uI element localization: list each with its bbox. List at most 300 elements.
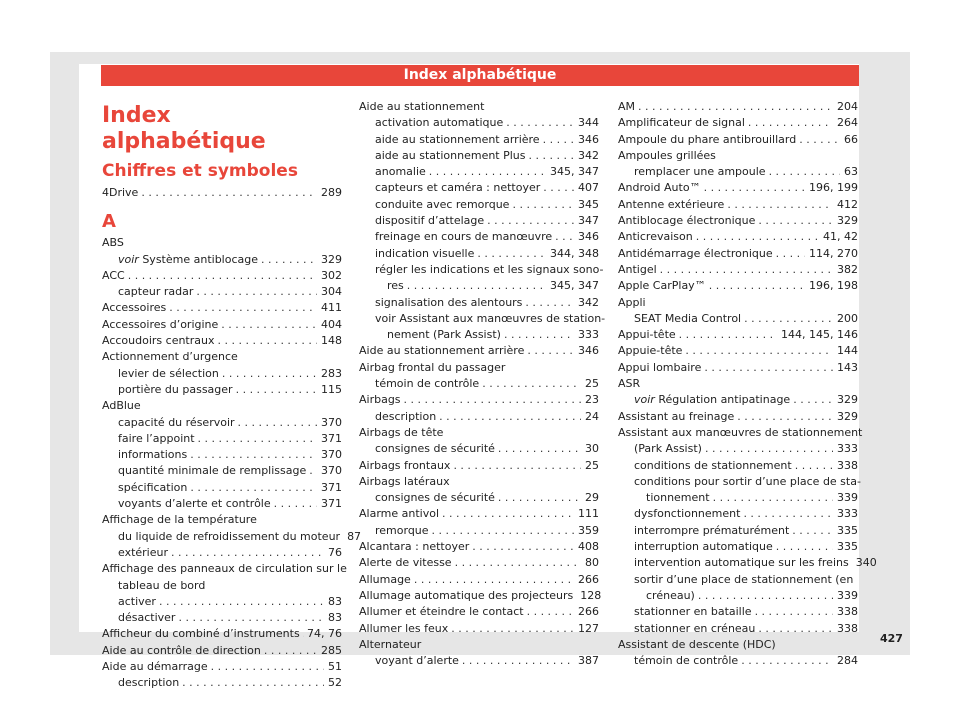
entry-label	[618, 99, 635, 115]
entry-text: tableau de bord	[118, 578, 206, 592]
entry-page: 345, 347	[550, 279, 599, 293]
entry-text: Aide au stationnement arrière	[359, 344, 525, 358]
header-bar: Index alphabétique	[101, 65, 859, 86]
dot-leader	[799, 132, 840, 148]
entry-text: ABS	[102, 236, 124, 250]
entry-label	[359, 572, 411, 588]
entry-text: Antiblocage électronique	[618, 214, 756, 228]
entry-page: 339	[837, 588, 858, 602]
index-entry	[359, 637, 599, 653]
index-entry	[618, 311, 858, 327]
entry-label	[118, 545, 168, 561]
entry-text: capacité du réservoir	[118, 415, 235, 429]
dot-leader	[190, 447, 317, 463]
entry-label	[618, 115, 745, 131]
entry-page: 411	[321, 301, 342, 315]
entry-text: stationner en bataille	[634, 605, 752, 619]
entry-text: Actionnement d’urgence	[102, 350, 238, 364]
entry-label	[102, 268, 125, 284]
index-entry	[359, 164, 599, 180]
entry-page: 83	[328, 594, 342, 608]
entry-page: 128	[580, 588, 602, 602]
entry-text: capteur radar	[118, 285, 194, 299]
entry-page: 408	[578, 540, 599, 554]
entry-text: Afficheur du combiné d’instruments	[102, 627, 300, 641]
index-entry	[618, 164, 858, 180]
entry-label	[375, 490, 495, 506]
entry-label	[634, 441, 702, 457]
entry-text: voyants d’alerte et contrôle	[118, 497, 271, 511]
entry-label	[634, 653, 738, 669]
dot-leader	[178, 610, 324, 626]
dot-leader	[169, 300, 317, 316]
entry-text: Affichage des panneaux de circulation sur le	[102, 562, 347, 576]
index-column-3	[618, 99, 877, 669]
entry-page: 359	[578, 523, 599, 537]
index-entry	[359, 621, 599, 637]
entry-page: 76	[328, 545, 342, 559]
entry-label	[359, 343, 524, 359]
entry-label	[359, 555, 452, 571]
entry-page: 52	[328, 676, 342, 690]
entry-page: 41, 42	[823, 230, 858, 244]
index-entry	[618, 132, 858, 148]
entry-label	[646, 490, 710, 506]
entry-text: Airbags latéraux	[359, 474, 450, 488]
entry-label	[375, 213, 484, 229]
dot-leader	[218, 333, 318, 349]
dot-leader	[555, 229, 574, 245]
dot-leader	[776, 539, 833, 555]
entry-text: 4Drive	[102, 186, 139, 199]
index-entry	[618, 360, 858, 376]
entry-text: nement (Park Assist)	[387, 328, 501, 342]
entry-label	[375, 295, 522, 311]
entry-page: 196, 199	[809, 181, 858, 195]
entry-page: 266	[578, 605, 599, 619]
entry-text: Airbags de tête	[359, 425, 444, 439]
entry-text: remplacer une ampoule	[634, 165, 766, 179]
index-entry	[618, 555, 877, 571]
dot-leader	[264, 643, 317, 659]
see-reference: voir	[118, 252, 139, 266]
entry-page: 345	[578, 197, 599, 211]
entry-text: anomalie	[375, 165, 426, 179]
index-entry	[102, 480, 342, 496]
entry-text: description	[118, 676, 180, 690]
entry-label	[375, 409, 436, 425]
entry-page: 283	[321, 366, 342, 380]
entry-label	[118, 415, 235, 431]
dot-leader	[198, 431, 317, 447]
entry-text: dispositif d’attelage	[375, 214, 485, 228]
entry-text: portière du passager	[118, 382, 233, 396]
dot-leader	[743, 506, 833, 522]
dot-leader	[506, 115, 574, 131]
entry-text: Assistant de descente (HDC)	[618, 637, 776, 651]
entry-label	[375, 653, 459, 669]
entry-page: 284	[837, 654, 858, 668]
entry-label	[618, 213, 755, 229]
index-entry	[102, 317, 342, 333]
index-entry	[102, 675, 342, 691]
entry-text: AM	[618, 100, 636, 113]
dot-leader	[727, 197, 833, 213]
index-entry	[618, 99, 858, 115]
entry-text: indication visuelle	[375, 246, 475, 260]
dot-leader	[685, 343, 833, 359]
entry-text: sortir d’une place de stationnement (en	[634, 572, 854, 586]
dot-leader	[795, 458, 833, 474]
entry-page: 346	[578, 132, 599, 146]
dot-leader	[236, 382, 317, 398]
index-entry	[618, 572, 858, 588]
entry-text: interruption automatique	[634, 540, 773, 554]
dot-leader	[793, 392, 833, 408]
entry-page: 407	[578, 181, 599, 195]
entry-label	[634, 392, 790, 408]
index-entry	[618, 115, 858, 131]
entry-text: faire l’appoint	[118, 431, 195, 445]
dot-leader	[141, 185, 317, 201]
entry-text: ACC	[102, 268, 125, 282]
entry-text: Alternateur	[359, 637, 422, 651]
entry-text: Appli	[618, 295, 646, 309]
entry-page: 87	[347, 529, 362, 543]
dot-leader	[477, 246, 546, 262]
dot-leader	[261, 252, 317, 268]
index-entry	[618, 474, 861, 490]
dot-leader	[758, 213, 833, 229]
index-entry	[102, 252, 342, 268]
entry-text: désactiver	[118, 611, 176, 625]
entry-page: 24	[585, 409, 599, 423]
entry-label	[634, 539, 773, 555]
entry-label	[618, 327, 676, 343]
entry-text: Assistant aux manœuvres de stationnement	[618, 425, 863, 439]
index-entry	[359, 229, 599, 245]
dot-leader	[190, 480, 317, 496]
index-entry	[102, 578, 342, 594]
index-entry	[102, 496, 342, 512]
index-entry	[618, 246, 858, 262]
index-entry	[359, 409, 599, 425]
entry-label	[618, 278, 706, 294]
index-entry	[618, 458, 858, 474]
dot-leader	[543, 132, 574, 148]
entry-page: 264	[837, 116, 858, 130]
index-entry	[102, 643, 342, 659]
dot-leader	[698, 588, 833, 604]
entry-label	[375, 164, 426, 180]
entry-label	[646, 588, 695, 604]
entry-text: Appui-tête	[618, 328, 676, 342]
entry-page: 371	[321, 431, 342, 445]
dot-leader	[792, 523, 833, 539]
entry-text: conduite avec remorque	[375, 197, 510, 211]
entry-text: Antigel	[618, 262, 657, 276]
entry-text: informations	[118, 448, 188, 462]
dot-leader	[159, 594, 324, 610]
dot-leader	[128, 268, 317, 284]
dot-leader	[769, 164, 840, 180]
entry-text: aide au stationnement arrière	[375, 132, 540, 146]
entry-label	[359, 604, 524, 620]
index-entry	[618, 327, 858, 343]
index-entry	[102, 561, 347, 577]
dot-leader	[453, 458, 581, 474]
entry-text: Airbag frontal du passager	[359, 360, 506, 374]
entry-page: 335	[837, 523, 858, 537]
dot-leader	[704, 360, 833, 376]
index-entry	[359, 653, 599, 669]
index-entry	[102, 431, 342, 447]
entry-text: Airbags frontaux	[359, 458, 451, 472]
page-number: 427	[880, 632, 903, 645]
entry-label	[634, 164, 766, 180]
entry-page: 347	[578, 214, 599, 228]
dot-leader	[741, 653, 833, 669]
entry-page: 371	[321, 497, 342, 511]
index-entry	[618, 653, 858, 669]
entry-text: (Park Assist)	[634, 442, 702, 456]
entry-page: 333	[578, 328, 599, 342]
dot-leader	[744, 311, 833, 327]
dot-leader	[498, 490, 581, 506]
entry-page: 66	[844, 132, 858, 146]
entry-text: description	[375, 409, 437, 423]
index-entry	[359, 555, 599, 571]
index-entry	[102, 626, 342, 642]
entry-page: 25	[585, 458, 599, 472]
dot-leader	[758, 621, 833, 637]
entry-page: 25	[585, 377, 599, 391]
entry-label	[634, 506, 740, 522]
entry-label	[618, 132, 796, 148]
entry-text: levier de sélection	[118, 366, 219, 380]
entry-page: 111	[578, 507, 599, 521]
entry-page: 346	[578, 344, 599, 358]
entry-text: Appuie-tête	[618, 344, 683, 358]
entry-text: du liquide de refroidissement du moteur	[118, 529, 341, 543]
entry-text: Android Auto™	[618, 181, 701, 195]
entry-page: 144, 145, 146	[781, 328, 858, 342]
entry-page: 115	[321, 382, 342, 396]
index-column-2	[359, 99, 606, 669]
entry-page: 382	[837, 262, 858, 276]
index-entry	[618, 229, 858, 245]
entry-label	[634, 555, 849, 571]
dot-leader	[638, 99, 833, 115]
entry-text: Système antiblocage	[142, 252, 258, 266]
entry-text: extérieur	[118, 545, 169, 559]
entry-label	[359, 539, 469, 555]
entry-text: régler les indications et les signaux sono-	[375, 262, 604, 276]
index-entry	[618, 278, 858, 294]
entry-label	[118, 382, 233, 398]
index-entry	[359, 213, 599, 229]
entry-text: Accessoires	[102, 301, 167, 315]
entry-text: Aide au contrôle de direction	[102, 643, 261, 657]
index-entry	[359, 180, 599, 196]
index-entry	[359, 115, 599, 131]
dot-leader	[527, 604, 574, 620]
dot-leader	[737, 409, 833, 425]
entry-label	[618, 262, 657, 278]
entry-page: 404	[321, 317, 342, 331]
dot-leader	[525, 295, 574, 311]
entry-label	[359, 392, 401, 408]
index-entry	[359, 197, 599, 213]
entry-text: SEAT Media Control	[634, 311, 742, 325]
entry-text: dysfonctionnement	[634, 507, 741, 521]
dot-leader	[755, 604, 833, 620]
index-entries-group	[102, 235, 362, 691]
dot-leader	[527, 343, 574, 359]
index-entry	[102, 333, 342, 349]
dot-leader	[404, 392, 581, 408]
entry-label	[102, 300, 166, 316]
entry-page: 266	[578, 572, 599, 586]
index-entry	[618, 376, 858, 392]
entry-label	[634, 311, 741, 327]
entry-text: spécification	[118, 480, 188, 494]
entry-label	[375, 523, 429, 539]
entry-page: 338	[837, 458, 858, 472]
entry-text: consignes de sécurité	[375, 442, 495, 456]
entry-text: quantité minimale de remplissage	[118, 464, 307, 478]
entry-page: 370	[321, 448, 342, 462]
entry-text: Alarme antivol	[359, 507, 440, 521]
entry-text: Allumer et éteindre le contact	[359, 605, 524, 619]
entry-text: témoin de contrôle	[634, 654, 739, 668]
entry-label	[634, 458, 792, 474]
index-entry	[618, 197, 858, 213]
dot-leader	[713, 490, 833, 506]
index-entries-group	[102, 185, 342, 201]
entry-page: 285	[321, 643, 342, 657]
entry-label	[375, 115, 503, 131]
entry-page: 370	[321, 464, 342, 478]
entry-text: voyant d’alerte	[375, 654, 459, 668]
index-entry	[359, 360, 599, 376]
entry-label	[634, 621, 755, 637]
entry-label	[118, 610, 175, 626]
entry-text: activer	[118, 594, 156, 608]
entry-text: Allumer les feux	[359, 621, 449, 635]
index-entry	[359, 458, 599, 474]
dot-leader	[414, 572, 574, 588]
index-entry	[102, 366, 342, 382]
index-entry	[359, 262, 604, 278]
dot-leader	[274, 496, 317, 512]
index-entry	[102, 284, 342, 300]
index-entry	[618, 637, 858, 653]
entry-text: Ampoule du phare antibrouillard	[618, 132, 797, 146]
index-entry	[102, 185, 342, 201]
entry-text: stationner en créneau	[634, 621, 756, 635]
entry-text: Accessoires d’origine	[102, 317, 219, 331]
entry-page: 344, 348	[550, 246, 599, 260]
index-entry	[359, 311, 606, 327]
index-entry	[618, 490, 858, 506]
entry-label	[375, 246, 474, 262]
entry-label	[102, 333, 215, 349]
dot-leader	[498, 441, 581, 457]
entry-text: Alerte de vitesse	[359, 556, 452, 570]
index-entry	[359, 278, 599, 294]
index-entry	[618, 409, 858, 425]
index-entry	[359, 99, 599, 115]
index-entry	[102, 610, 342, 626]
entry-page: 342	[578, 148, 599, 162]
index-column-1	[102, 99, 362, 692]
entry-text: capteurs et caméra : nettoyer	[375, 181, 541, 195]
entry-label	[118, 366, 219, 382]
entry-page: 289	[321, 186, 342, 199]
dot-leader	[196, 284, 317, 300]
index-entry	[102, 512, 342, 528]
entry-text: consignes de sécurité	[375, 491, 495, 505]
entry-text: voir Assistant aux manœuvres de station-	[375, 311, 606, 325]
entry-label	[618, 343, 682, 359]
entry-label	[375, 197, 509, 213]
index-entry	[102, 382, 342, 398]
entry-page: 333	[837, 507, 858, 521]
entry-page: 63	[844, 165, 858, 179]
entry-text: Antenne extérieure	[618, 197, 725, 211]
index-entry	[102, 447, 342, 463]
entry-text: conditions de stationnement	[634, 458, 792, 472]
entry-page: 329	[837, 409, 858, 423]
entry-page: 371	[321, 480, 342, 494]
index-entry	[359, 132, 599, 148]
entry-page: 329	[321, 252, 342, 266]
entry-label	[387, 278, 404, 294]
entry-text: interrompre prématurément	[634, 523, 790, 537]
index-entry	[102, 349, 342, 365]
entry-page: 83	[328, 611, 342, 625]
dot-leader	[439, 409, 581, 425]
entry-text: Affichage de la température	[102, 513, 257, 527]
dot-leader	[660, 262, 833, 278]
entry-label	[118, 529, 340, 545]
entry-label	[102, 317, 218, 333]
index-entry	[359, 441, 599, 457]
entry-text: Aide au stationnement	[359, 100, 485, 113]
entry-text: ASR	[618, 377, 641, 391]
entry-text: remorque	[375, 523, 429, 537]
dot-leader	[182, 675, 324, 691]
entry-label	[102, 659, 208, 675]
dot-leader	[451, 621, 574, 637]
dot-leader	[704, 180, 805, 196]
entry-text: tionnement	[646, 491, 710, 505]
letter-heading: A	[102, 211, 116, 233]
entry-text: Allumage automatique des projecteurs	[359, 588, 574, 602]
entry-page: 344	[578, 116, 599, 130]
dot-leader	[238, 415, 317, 431]
index-entry	[359, 474, 599, 490]
entry-label	[118, 594, 156, 610]
entry-label	[618, 197, 724, 213]
entry-page: 338	[837, 605, 858, 619]
entry-label	[618, 229, 693, 245]
entry-label	[375, 148, 526, 164]
entry-text: res	[387, 279, 404, 293]
entry-page: 29	[585, 491, 599, 505]
index-entry	[359, 572, 599, 588]
